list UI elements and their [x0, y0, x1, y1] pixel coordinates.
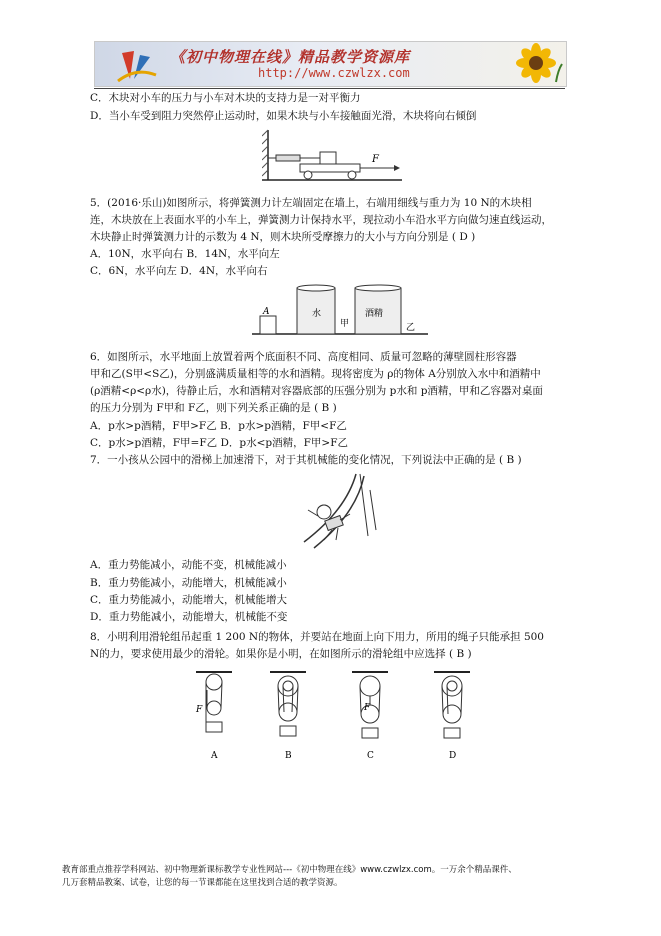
q6-line1: 6．如图所示，水平地面上放置着两个底面积不同、高度相同、质量可忽略的薄壁圆柱形容器 [90, 351, 517, 363]
pulley-b-label: B [285, 751, 292, 761]
q7-option-a: A．重力势能减小，动能不变，机械能减小 [90, 559, 287, 571]
q6-options-ab: A．p水>p酒精，F甲>F乙 B．p水>p酒精，F甲<F乙 [90, 420, 347, 432]
q6-line4: 的压力分别为 F甲和 F乙，则下列关系正确的是 ( B ) [90, 402, 337, 414]
header-url[interactable]: http://www.czwlzx.com [258, 66, 410, 80]
footer-line1: 教育部重点推荐学科网站、初中物理新课标教学专业性网站---《初中物理在线》www.czwlzx.com。一万余个精品课件、 [62, 865, 517, 875]
header-rule [94, 88, 565, 89]
q4-option-c: C．木块对小车的压力与小车对木块的支持力是一对平衡力 [90, 92, 361, 104]
pulley-a-force-label: F [196, 705, 203, 715]
pulley-d-label: D [449, 751, 457, 761]
alcohol-label: 酒精 [365, 309, 384, 319]
pulley-systems-figure [186, 666, 486, 768]
water-label: 水 [312, 309, 322, 319]
q5-options-ab: A．10N，水平向右 B．14N，水平向左 [90, 248, 280, 260]
pulley-c-force-label: F [364, 703, 371, 713]
block-a-label: A [263, 307, 270, 317]
q5-line2: 连，木块放在上表面水平的小车上，弹簧测力计保持水平，现拉动小车沿水平方向做匀速直线运动， [90, 214, 552, 226]
q7-stem: 7．一小孩从公园中的滑梯上加速滑下，对于其机械能的变化情况，下列说法中正确的是 ( B ) [90, 454, 522, 466]
sunflower-icon [508, 42, 564, 84]
q6-line2: 甲和乙(S甲<S乙)，分别盛满质量相等的水和酒精。现将密度为 ρ的物体 A分别放入水中和酒精中 [90, 368, 541, 380]
q4-option-d: D．当小车受到阻力突然停止运动时，如果木块与小车接触面光滑，木块将向右倾倒 [90, 110, 477, 122]
pulley-system-d [434, 672, 470, 761]
q5-options-cd: C．6N，水平向左 D．4N，水平向右 [90, 265, 268, 277]
slide-child-figure [296, 470, 380, 552]
cart-force-label: F [372, 154, 379, 165]
q8-line2: N的力，要求使用最少的滑轮。如果你是小明，在如图所示的滑轮组中应选择 ( B ) [90, 648, 472, 660]
pulley-system-c [352, 672, 388, 761]
container-jia-label: 甲 [340, 319, 350, 329]
header-title: 《初中物理在线》精品教学资源库 [170, 48, 411, 66]
q8-line1: 8．小明利用滑轮组吊起重 1 200 N的物体，并要站在地面上向下用力，所用的绳子只能承担 500 [90, 631, 544, 643]
q7-option-c: C．重力势能减小，动能增大，机械能增大 [90, 594, 288, 606]
container-yi-label: 乙 [406, 323, 416, 333]
cart-spring-figure [262, 128, 402, 188]
q7-option-b: B．重力势能减小，动能增大，机械能减小 [90, 577, 287, 589]
q5-line1: 5．(2016·乐山)如图所示，将弹簧测力计左端固定在墙上，右端用细线与重力为 10 N的木块相 [90, 197, 532, 209]
q6-line3: (ρ酒精<ρ<ρ水)，待静止后，水和酒精对容器底部的压强分别为 p水和 p酒精，甲和乙容器对桌面 [90, 385, 543, 397]
pulley-system-a [195, 672, 232, 761]
pulley-a-label: A [211, 751, 218, 761]
q5-line3: 木块静止时弹簧测力计的示数为 4 N，则木块所受摩擦力的大小与方向分别是 ( D ) [90, 231, 476, 243]
q7-option-d: D．重力势能减小，动能增大，机械能不变 [90, 611, 288, 623]
q6-options-cd: C．p水>p酒精，F甲=F乙 D．p水<p酒精，F甲>F乙 [90, 437, 349, 449]
pulley-c-label: C [367, 751, 374, 761]
footer-line2: 几万套精品教案、试卷，让您的每一节课都能在这里找到合适的教学资源。 [62, 878, 343, 888]
site-logo-icon [112, 45, 162, 83]
containers-figure [250, 282, 430, 340]
pulley-system-b [270, 672, 306, 761]
